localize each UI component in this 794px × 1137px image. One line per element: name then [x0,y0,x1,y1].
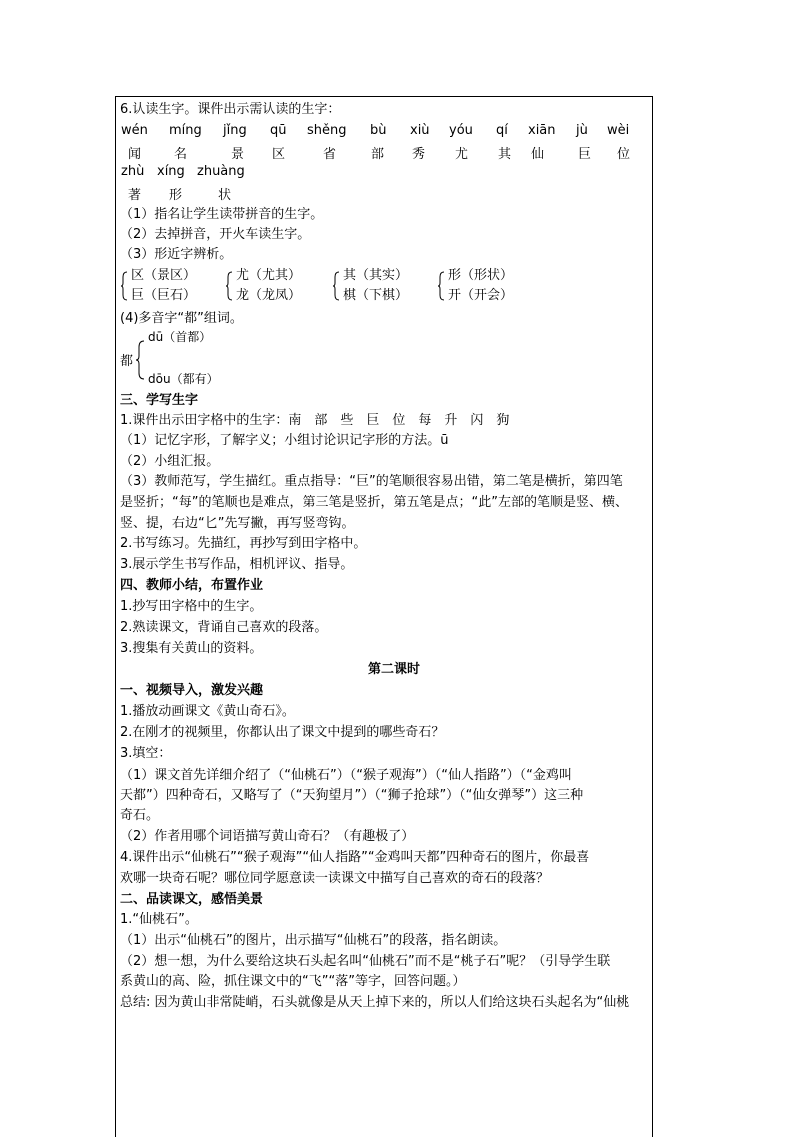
pinyin-syllable: yóu [449,123,473,138]
lesson2-part1-line-3: 3.填空： [120,746,172,761]
lesson2-part1-line-6b: 欢哪一块奇石呢？哪位同学愿意读一读课文中描写自己喜欢的奇石的段落？ [120,871,550,886]
lesson2-part2-heading: 二、品读课文，感悟美景 [120,892,264,907]
part3-heading: 三、学写生字 [120,393,199,408]
hanzi-char: 名 [174,147,188,162]
part4-heading: 四、教师小结，布置作业 [120,578,264,593]
lesson2-part1-line-4a: （1）课文首先详细介绍了（“仙桃石”）（“猴子观海”）（“仙人指路”）（“金鸡叫 [120,768,572,783]
step-4-text: (4)多音字“都”组词。 [120,311,243,326]
part3-line-6: 3.展示学生书写作品，相机评议、指导。 [120,557,354,572]
brace-icon [136,340,143,380]
polyphone-du2: dōu（都有） [148,372,219,386]
brace-icon [438,271,445,301]
hanzi-char: 省 [323,147,337,162]
part4-line-3: 3.搜集有关黄山的资料。 [120,641,263,656]
hanzi-char: 景 [231,147,245,162]
pair-1: 区（景区） 巨（巨石） [131,268,197,303]
hanzi-char: 形 [169,188,183,203]
part3-line-4b: 是竖折；“每”的笔顺也是难点，第三笔是竖折，第五笔是点；“此”左部的笔顺是竖、横、 [120,495,628,510]
pinyin-syllable: xiù [410,123,430,138]
lesson2-part1-line-2: 2.在刚才的视频里，你都认出了课文中提到的哪些奇石？ [120,725,445,740]
pinyin-syllable: qí [496,123,508,138]
pinyin-syllable: jù [576,123,588,138]
hanzi-char: 尤 [455,147,469,162]
brace-icon [226,271,233,301]
hanzi-char: 其 [498,147,512,162]
lesson2-part2-line-3a: （2）想一想，为什么要给这块石头起名叫“仙桃石”而不是“桃子石”呢？（引导学生联 [120,954,611,969]
lesson2-part1-line-4c: 奇石。 [120,808,160,823]
part3-line-4c: 竖、提，右边“匕”先写撇，再写竖弯钩。 [120,516,355,531]
lesson2-part2-line-3b: 系黄山的高、险，抓住课文中的“飞”“落”等字，回答问题。） [120,974,466,989]
pair-3: 其（其实） 棋（下棋） [343,268,409,303]
hanzi-char: 巨 [578,147,592,162]
hanzi-char: 秀 [412,147,426,162]
pinyin-syllable: wén [121,123,148,138]
part3-line-5: 2.书写练习。先描红，再抄写到田字格中。 [120,536,367,551]
lesson2-part1-heading: 一、视频导入，激发兴趣 [120,683,264,698]
lesson2-part1-line-5: （2）作者用哪个词语描写黄山奇石？（有趣极了） [120,829,415,844]
pinyin-syllable: míng [169,123,202,138]
part3-line-4a: （3）教师范写，学生描红。重点指导：“巨”的笔顺很容易出错，第二笔是横折，第四笔 [120,474,623,489]
lesson2-part1-line-6a: 4.课件出示“仙桃石”“猴子观海”“仙人指路”“金鸡叫天都”四种奇石的图片，你最喜 [120,850,590,865]
part4-line-2: 2.熟读课文，背诵自己喜欢的段落。 [120,620,328,635]
pinyin-syllable: shěng [307,123,347,138]
lesson2-part2-line-1: 1.“仙桃石”。 [120,912,198,927]
pair-2: 尤（尤其） 龙（龙凤） [236,268,302,303]
pinyin-syllable: bù [370,123,387,138]
hanzi-char: 位 [617,147,631,162]
lesson2-part2-line-4: 总结: 因为黄山非常陡峭，石头就像是从天上掉下来的，所以人们给这块石头起名为“仙桃 [120,995,630,1010]
lesson2-part2-line-2: （1）出示“仙桃石”的图片，出示描写“仙桃石”的段落，指名朗读。 [120,933,507,948]
pinyin-syllable: wèi [607,123,630,138]
brace-icon [121,271,128,301]
hanzi-char: 区 [272,147,286,162]
pinyin-syllable: xíng [157,164,185,179]
pinyin-syllable: zhù [121,164,145,179]
pinyin-syllable: qū [270,123,287,138]
part3-line-3: （2）小组汇报。 [120,454,220,469]
hanzi-char: 闻 [128,147,142,162]
brace-icon [333,271,340,301]
section6-heading: 6.认读生字。课件出示需认读的生字： [120,102,341,117]
part3-line-1: 1.课件出示田字格中的生字：南 部 些 巨 位 每 升 闪 狗 [120,413,510,428]
part4-line-1: 1.抄写田字格中的生字。 [120,599,263,614]
hanzi-char: 状 [218,188,232,203]
step-3-text: （3）形近字辨析。 [120,247,233,262]
pinyin-syllable: zhuàng [197,164,245,179]
part3-line-2: （1）记忆字形，了解字义；小组讨论识记字形的方法。ū [120,433,449,448]
step-1-text: （1）指名让学生读带拼音的生字。 [120,207,324,222]
pair-4: 形（形状） 开（开会） [448,268,514,303]
lesson2-part1-line-1: 1.播放动画课文《黄山奇石》。 [120,704,295,719]
polyphone-char: 都 [120,354,134,369]
hanzi-char: 仙 [531,147,545,162]
lesson2-title: 第二课时 [368,662,421,677]
hanzi-char: 部 [371,147,385,162]
pinyin-syllable: xiān [528,123,556,138]
hanzi-char: 著 [128,188,142,203]
step-2-text: （2）去掉拼音，开火车读生字。 [120,227,311,242]
lesson2-part1-line-4b: 天都”）四种奇石，又略写了（“天狗望月”）（“狮子抢球”）（“仙女弹琴”）这三种 [120,788,584,803]
pinyin-syllable: jǐng [223,123,247,138]
polyphone-du1: dū（首都） [148,330,212,344]
